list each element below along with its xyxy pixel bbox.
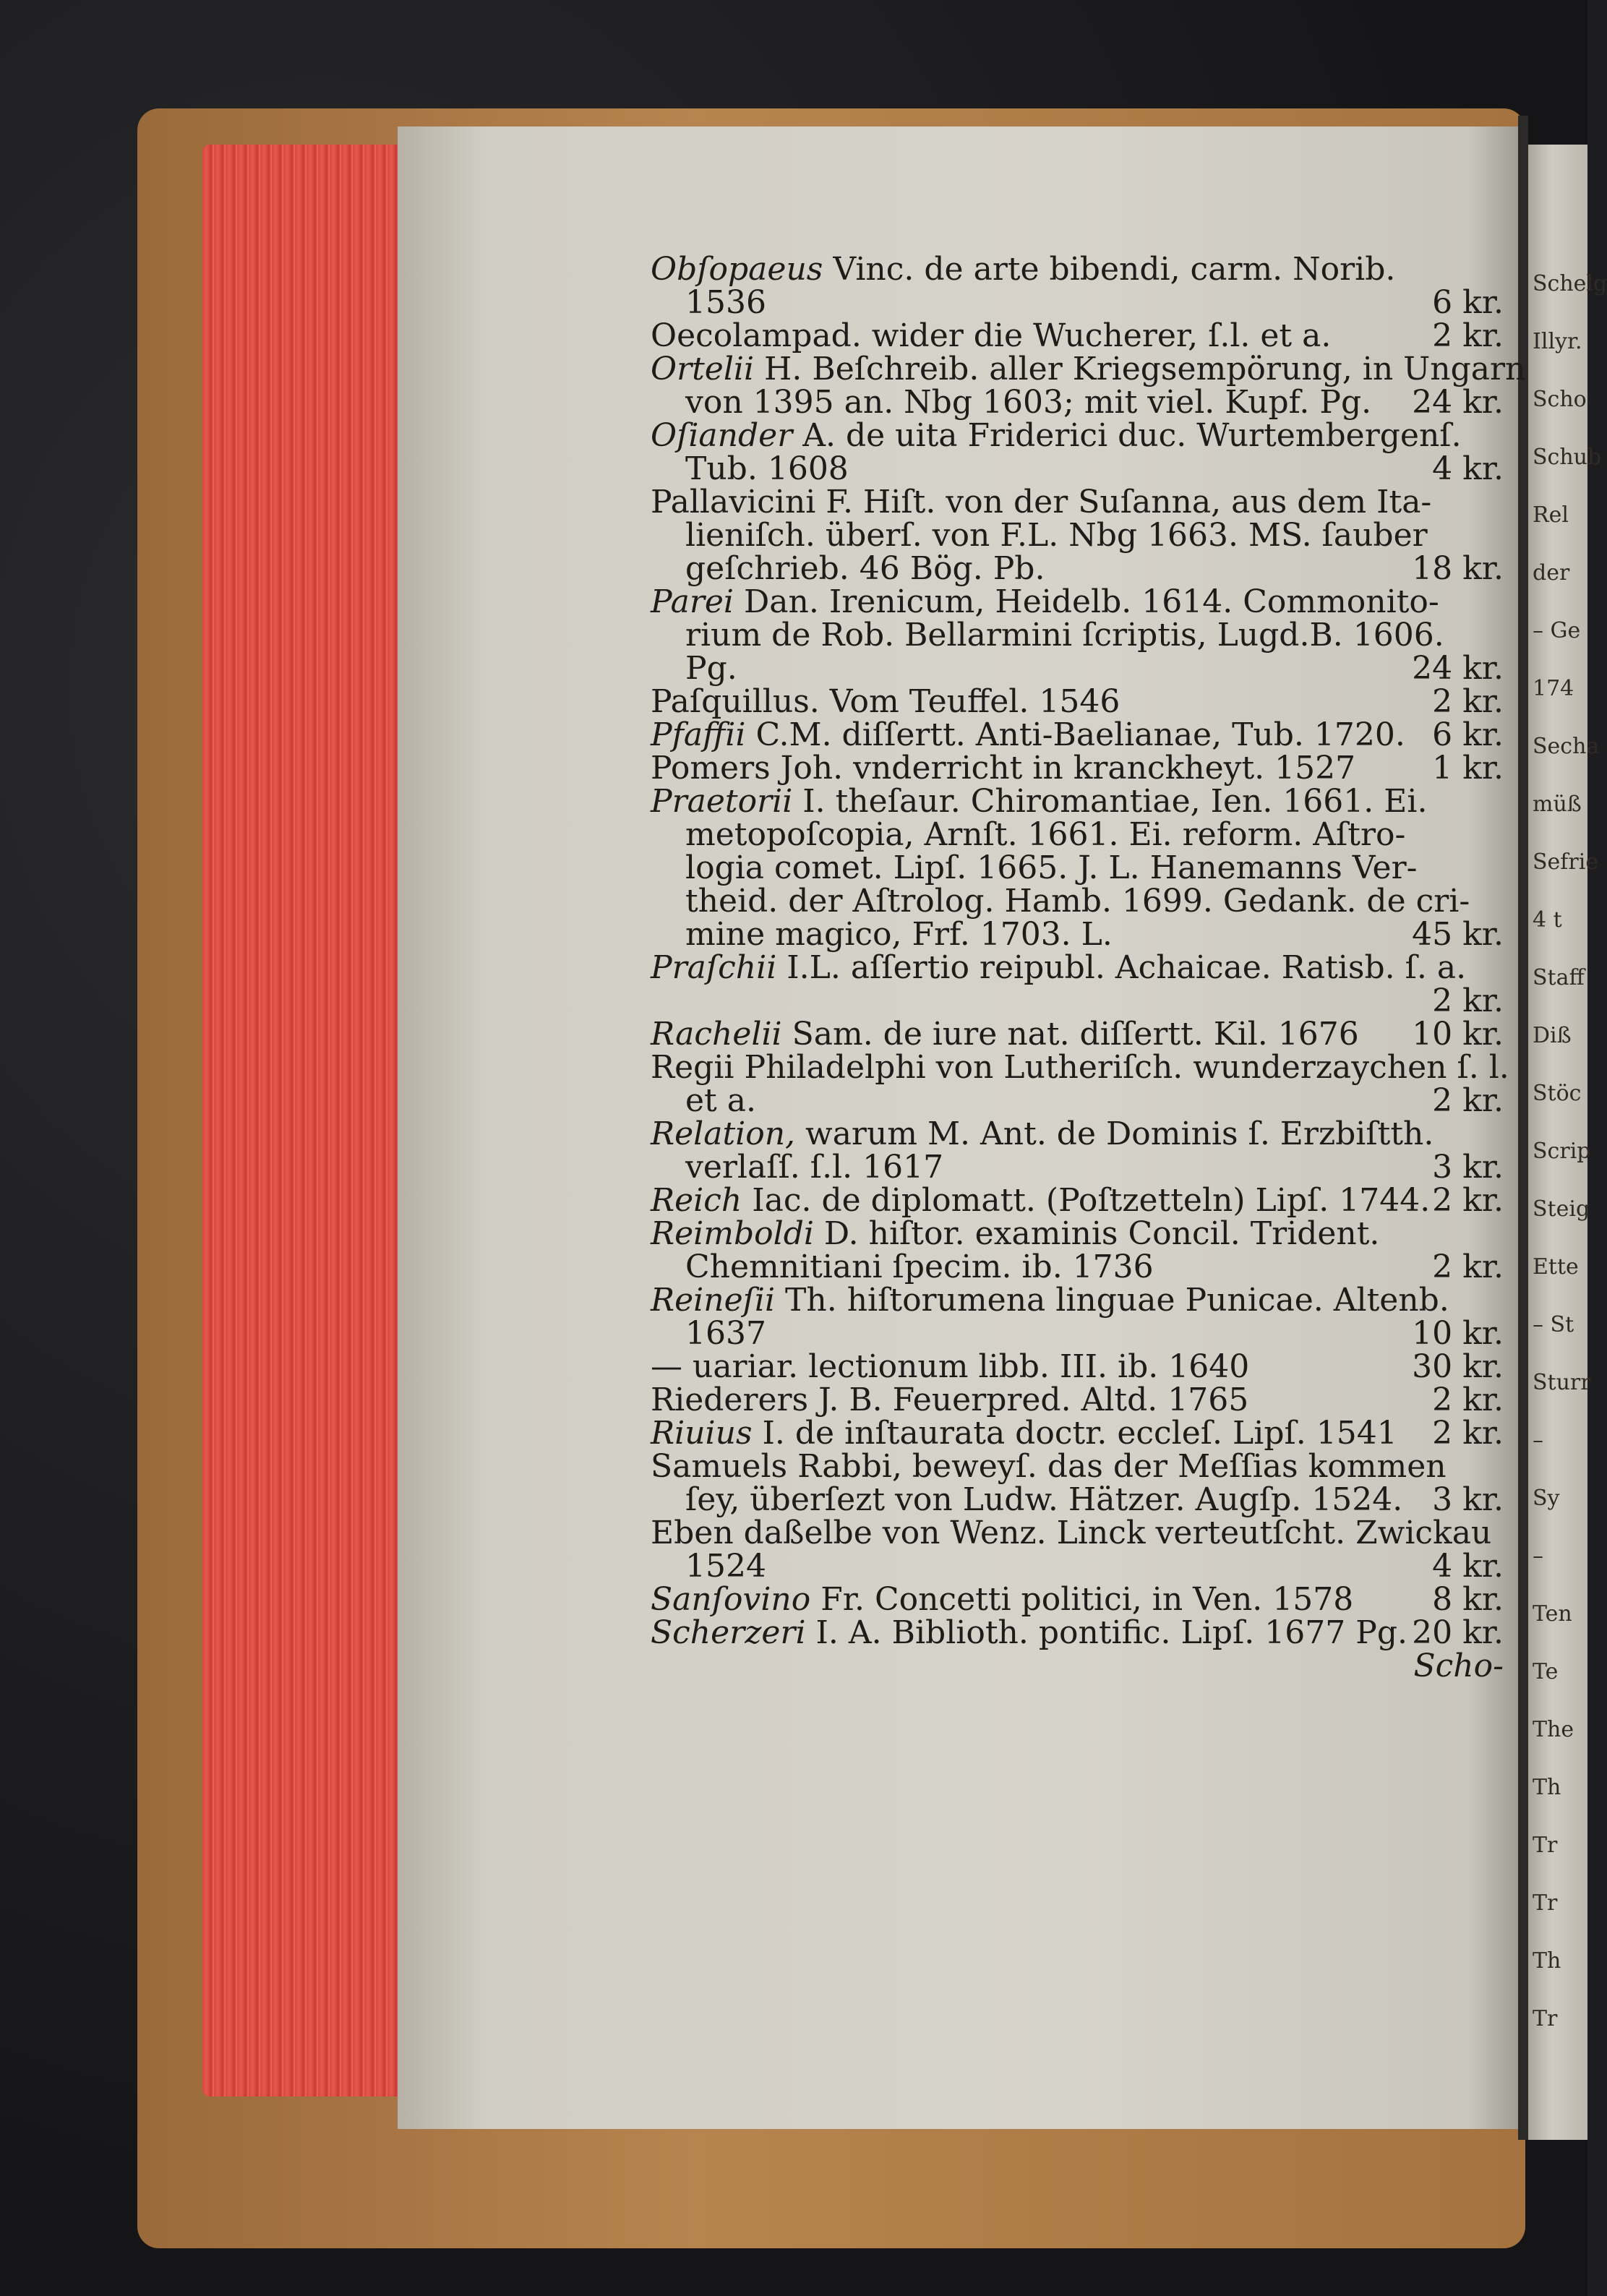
entry-line — [651, 1018, 1504, 1051]
entry-text: Pallavicini F. Hiſt. von der Suſanna, aus dem Ita- — [651, 484, 1432, 521]
entry-text: Riuius I. de inſtaurata doctr. eccleſ. Lipſ. 1541 — [651, 1415, 1397, 1452]
entry-text: Praſchii I.L. aſſertio reipubl. Achaicae. Ratisb. ſ. a. — [651, 949, 1467, 986]
entry-line — [651, 1616, 1504, 1650]
entry-text: Sanſovino Fr. Concetti politici, in Ven. 1578 — [651, 1581, 1354, 1618]
entry-price: 6 kr. — [1432, 284, 1504, 321]
catalog-entry — [651, 752, 1504, 785]
entry-price: 6 kr. — [1432, 716, 1504, 753]
entry-price: 10 kr. — [1412, 1315, 1504, 1352]
facing-page-fragment: der — [1533, 560, 1570, 586]
catalog-entry — [651, 1350, 1504, 1384]
facing-page-fragment: Ten — [1533, 1601, 1572, 1627]
entry-line — [651, 1550, 1504, 1583]
entry-text: et a. — [685, 1082, 756, 1119]
entry-price: 2 kr. — [1432, 1082, 1504, 1119]
entry-line — [651, 419, 1504, 453]
facing-page-fragment: Scho — [1533, 387, 1587, 412]
catalog-entry — [651, 951, 1504, 1018]
catalog-entry — [651, 253, 1504, 320]
entry-line — [651, 1115, 1504, 1152]
entry-price: 24 kr. — [1412, 650, 1504, 687]
entry-price: 10 kr. — [1412, 1016, 1504, 1053]
entry-text: mine magico, Frf. 1703. L. — [685, 916, 1113, 953]
entry-text: lieniſch. überſ. von F.L. Nbg 1663. MS. ſauber — [685, 517, 1428, 554]
entry-line — [651, 652, 1504, 685]
entry-text: Pomers Joh. vnderricht in kranckheyt. 1527 — [651, 750, 1356, 787]
facing-page-fragment: Sy — [1533, 1486, 1560, 1511]
facing-page-fragment: Schelg — [1533, 271, 1607, 296]
entry-text: Reich Iac. de diplomatt. (Poſtzetteln) Lipſ. 1744. — [651, 1182, 1431, 1219]
entry-text: Scherzeri I. A. Biblioth. pontific. Lipſ. 1677 Pg. — [651, 1614, 1407, 1651]
entry-price: 45 kr. — [1412, 916, 1504, 953]
entry-line — [651, 1483, 1504, 1517]
catalog-entry — [651, 1115, 1504, 1186]
entry-price: 4 kr. — [1432, 450, 1504, 487]
entry-line — [651, 1184, 1504, 1217]
entry-price: 3 kr. — [1432, 1481, 1504, 1518]
entry-text: 1637 — [685, 1315, 766, 1352]
catalog-text — [651, 251, 1526, 1684]
entry-line — [651, 1317, 1504, 1350]
facing-page-fragment: Tr — [1533, 1833, 1558, 1858]
entry-line — [651, 1248, 1504, 1285]
entry-text: Parei Dan. Irenicum, Heidelb. 1614. Commonito- — [651, 583, 1439, 620]
facing-page-fragment: Staff — [1533, 965, 1585, 990]
entry-text: Oecolampad. wider die Wucherer, ſ.l. et a. — [651, 317, 1332, 354]
entry-price: 24 kr. — [1412, 384, 1504, 421]
entry-text: Relation, warum M. Ant. de Dominis ſ. Erzbiſtth. — [651, 1115, 1434, 1152]
entry-line — [651, 386, 1504, 419]
entry-text: Praetorii I. theſaur. Chiromantiae, Ien. 1661. Ei. — [651, 783, 1428, 820]
entry-text: 1536 — [685, 284, 766, 321]
entry-text: ſey, überſezt von Ludw. Hätzer. Augſp. 1524. — [685, 1481, 1403, 1518]
facing-page-fragment: – — [1533, 1428, 1543, 1453]
entry-line — [651, 1583, 1504, 1616]
catalog-entry — [651, 351, 1526, 421]
entry-text: logia comet. Lipſ. 1665. J. L. Hanemanns Ver- — [685, 849, 1418, 886]
entry-line — [651, 849, 1504, 886]
catchword: Scho- — [1413, 1648, 1504, 1684]
entry-price: 18 kr. — [1412, 550, 1504, 587]
entry-line — [651, 317, 1504, 354]
entry-line — [651, 1284, 1504, 1317]
red-page-edges — [202, 145, 412, 2096]
catalog-entry — [651, 1583, 1504, 1616]
entry-price: 2 kr. — [1432, 1415, 1504, 1452]
entry-text: Rachelii Sam. de iure nat. diſſertt. Kil. 1676 — [651, 1016, 1359, 1053]
catalog-entry — [651, 1616, 1504, 1650]
entry-text: Ortelii H. Beſchreib. aller Kriegsempörung, in Ungarn — [651, 351, 1526, 387]
catalog-entry — [651, 1450, 1504, 1517]
entry-text: von 1395 an. Nbg 1603; mit viel. Kupf. Pg. — [685, 384, 1372, 421]
catalog-entry — [651, 317, 1504, 354]
entry-price: 4 kr. — [1432, 1548, 1504, 1585]
facing-page-fragment: Rel — [1533, 502, 1569, 528]
entry-text: Tub. 1608 — [685, 450, 849, 487]
entry-text: — uariar. lectionum libb. III. ib. 1640 — [651, 1348, 1250, 1385]
facing-page-edge — [1528, 145, 1607, 2140]
entry-line — [651, 583, 1504, 620]
entry-line — [651, 552, 1504, 586]
facing-page-fragment: Secha — [1533, 734, 1600, 759]
entry-text: 1524 — [685, 1548, 766, 1585]
entry-line — [651, 951, 1504, 985]
entry-price: 2 kr. — [1432, 1182, 1504, 1219]
facing-page-fragment: Th — [1533, 1948, 1561, 1974]
entry-line — [651, 351, 1526, 387]
facing-page-fragment: Schub — [1533, 445, 1602, 470]
entry-text: Oſiander A. de uita Friderici duc. Wurtembergenſ. — [651, 417, 1462, 454]
facing-page-fragment: Ette — [1533, 1254, 1579, 1280]
entry-text: Eben daßelbe von Wenz. Linck verteutſcht. Zwickau — [651, 1515, 1492, 1551]
facing-page-fragment: Th — [1533, 1775, 1561, 1800]
entry-price: 2 kr. — [1432, 317, 1504, 354]
catalog-entry — [651, 1417, 1504, 1450]
facing-page-fragment: – — [1533, 1543, 1543, 1569]
facing-page-fragment: Stöc — [1533, 1081, 1582, 1106]
entry-text: Reimboldi D. hiſtor. examinis Concil. Trident. — [651, 1215, 1380, 1252]
facing-page-fragment: müß — [1533, 792, 1582, 817]
facing-page-fragment: 4 t — [1533, 907, 1562, 933]
entry-line — [651, 1217, 1504, 1251]
catalog-entry — [651, 583, 1504, 687]
facing-page-fragment: Illyr. — [1533, 329, 1582, 354]
catalog-entry — [651, 1517, 1504, 1583]
entry-line — [651, 286, 1504, 320]
catalog-entry — [651, 419, 1504, 486]
entry-price: 2 kr. — [1432, 1382, 1504, 1418]
entry-line — [651, 450, 1504, 487]
catalog-entry — [651, 1049, 1509, 1119]
entry-text: Riederers J. B. Feuerpred. Altd. 1765 — [651, 1382, 1249, 1418]
entry-price: 2 kr. — [1432, 683, 1504, 720]
facing-page-fragment: Steig — [1533, 1196, 1590, 1222]
entry-text: Regii Philadelphi von Lutheriſch. wunderzaychen ſ. l. — [651, 1049, 1509, 1086]
entry-text: rium de Rob. Bellarmini ſcriptis, Lugd.B. 1606. — [685, 617, 1444, 654]
entry-price: 2 kr. — [1432, 1248, 1504, 1285]
catalog-entry — [651, 685, 1504, 719]
entry-price: 1 kr. — [1432, 750, 1504, 787]
facing-page-fragment: Scrip — [1533, 1139, 1591, 1164]
entry-line — [651, 1049, 1509, 1086]
catchword-line — [651, 1650, 1504, 1683]
entry-line — [651, 1450, 1504, 1483]
entry-text: verlaſſ. ſ.l. 1617 — [685, 1149, 944, 1186]
facing-page-fragment: Tr — [1533, 2006, 1558, 2031]
entry-line — [651, 253, 1504, 286]
entry-line — [651, 918, 1504, 951]
facing-page-fragment: – Ge — [1533, 618, 1581, 643]
entry-text: Pg. — [685, 650, 737, 687]
entry-line — [651, 1151, 1504, 1184]
facing-page-fragment: Tr — [1533, 1890, 1558, 1916]
entry-line — [651, 685, 1504, 719]
entry-line — [651, 716, 1504, 753]
entry-text: Reineſii Th. hiſtorumena linguae Punicae. Altenb. — [651, 1282, 1449, 1319]
facing-page-fragment: Sefrie — [1533, 849, 1599, 875]
catalog-entry — [651, 785, 1504, 951]
facing-page-fragment: Sturr — [1533, 1370, 1591, 1395]
entry-line — [651, 982, 1504, 1019]
entry-line — [651, 519, 1504, 552]
entry-price: 3 kr. — [1432, 1149, 1504, 1186]
entry-line — [651, 1384, 1504, 1417]
catalog-entry — [651, 1284, 1504, 1350]
entry-line — [651, 818, 1504, 852]
book-gutter — [1518, 116, 1528, 2140]
entry-line — [651, 1417, 1504, 1450]
entry-line — [651, 752, 1504, 785]
entry-text: Samuels Rabbi, beweyſ. das der Meſſias kommen — [651, 1448, 1447, 1485]
entry-text: Paſquillus. Vom Teuffel. 1546 — [651, 683, 1120, 720]
entry-line — [651, 885, 1504, 918]
entry-text: geſchrieb. 46 Bög. Pb. — [685, 550, 1045, 587]
catalog-entry — [651, 1384, 1504, 1417]
facing-page-fragment: – St — [1533, 1312, 1574, 1337]
entry-line — [651, 486, 1504, 519]
catalog-entry — [651, 716, 1504, 753]
entry-line — [651, 1084, 1504, 1118]
entry-price: 20 kr. — [1412, 1614, 1504, 1651]
entry-line — [651, 619, 1504, 652]
catalog-entry — [651, 1217, 1504, 1284]
facing-page-fragment: Diß — [1533, 1023, 1572, 1048]
entry-price: 30 kr. — [1412, 1348, 1504, 1385]
facing-page-fragment: Te — [1533, 1659, 1559, 1684]
entry-text: theid. der Aſtrolog. Hamb. 1699. Gedank. de cri- — [685, 883, 1470, 920]
catalog-entry — [651, 486, 1504, 586]
entry-text: Pfaffii C.M. diſſertt. Anti-Baelianae, Tub. 1720. — [651, 716, 1405, 753]
entry-line — [651, 785, 1504, 818]
facing-page-fragment: The — [1533, 1717, 1574, 1742]
catalog-entry — [651, 1018, 1504, 1051]
entry-line — [651, 1350, 1504, 1384]
entry-price: 2 kr. — [1432, 982, 1504, 1019]
entry-line — [651, 1517, 1504, 1550]
entry-text: metopoſcopia, Arnſt. 1661. Ei. reform. Aſtro- — [685, 816, 1406, 853]
catalog-entry — [651, 1184, 1504, 1217]
entry-price: 8 kr. — [1432, 1581, 1504, 1618]
facing-page-fragment: 174 — [1533, 676, 1574, 701]
entry-text: Chemnitiani ſpecim. ib. 1736 — [685, 1248, 1154, 1285]
entry-text: Obſopaeus Vinc. de arte bibendi, carm. Norib. — [651, 251, 1396, 288]
